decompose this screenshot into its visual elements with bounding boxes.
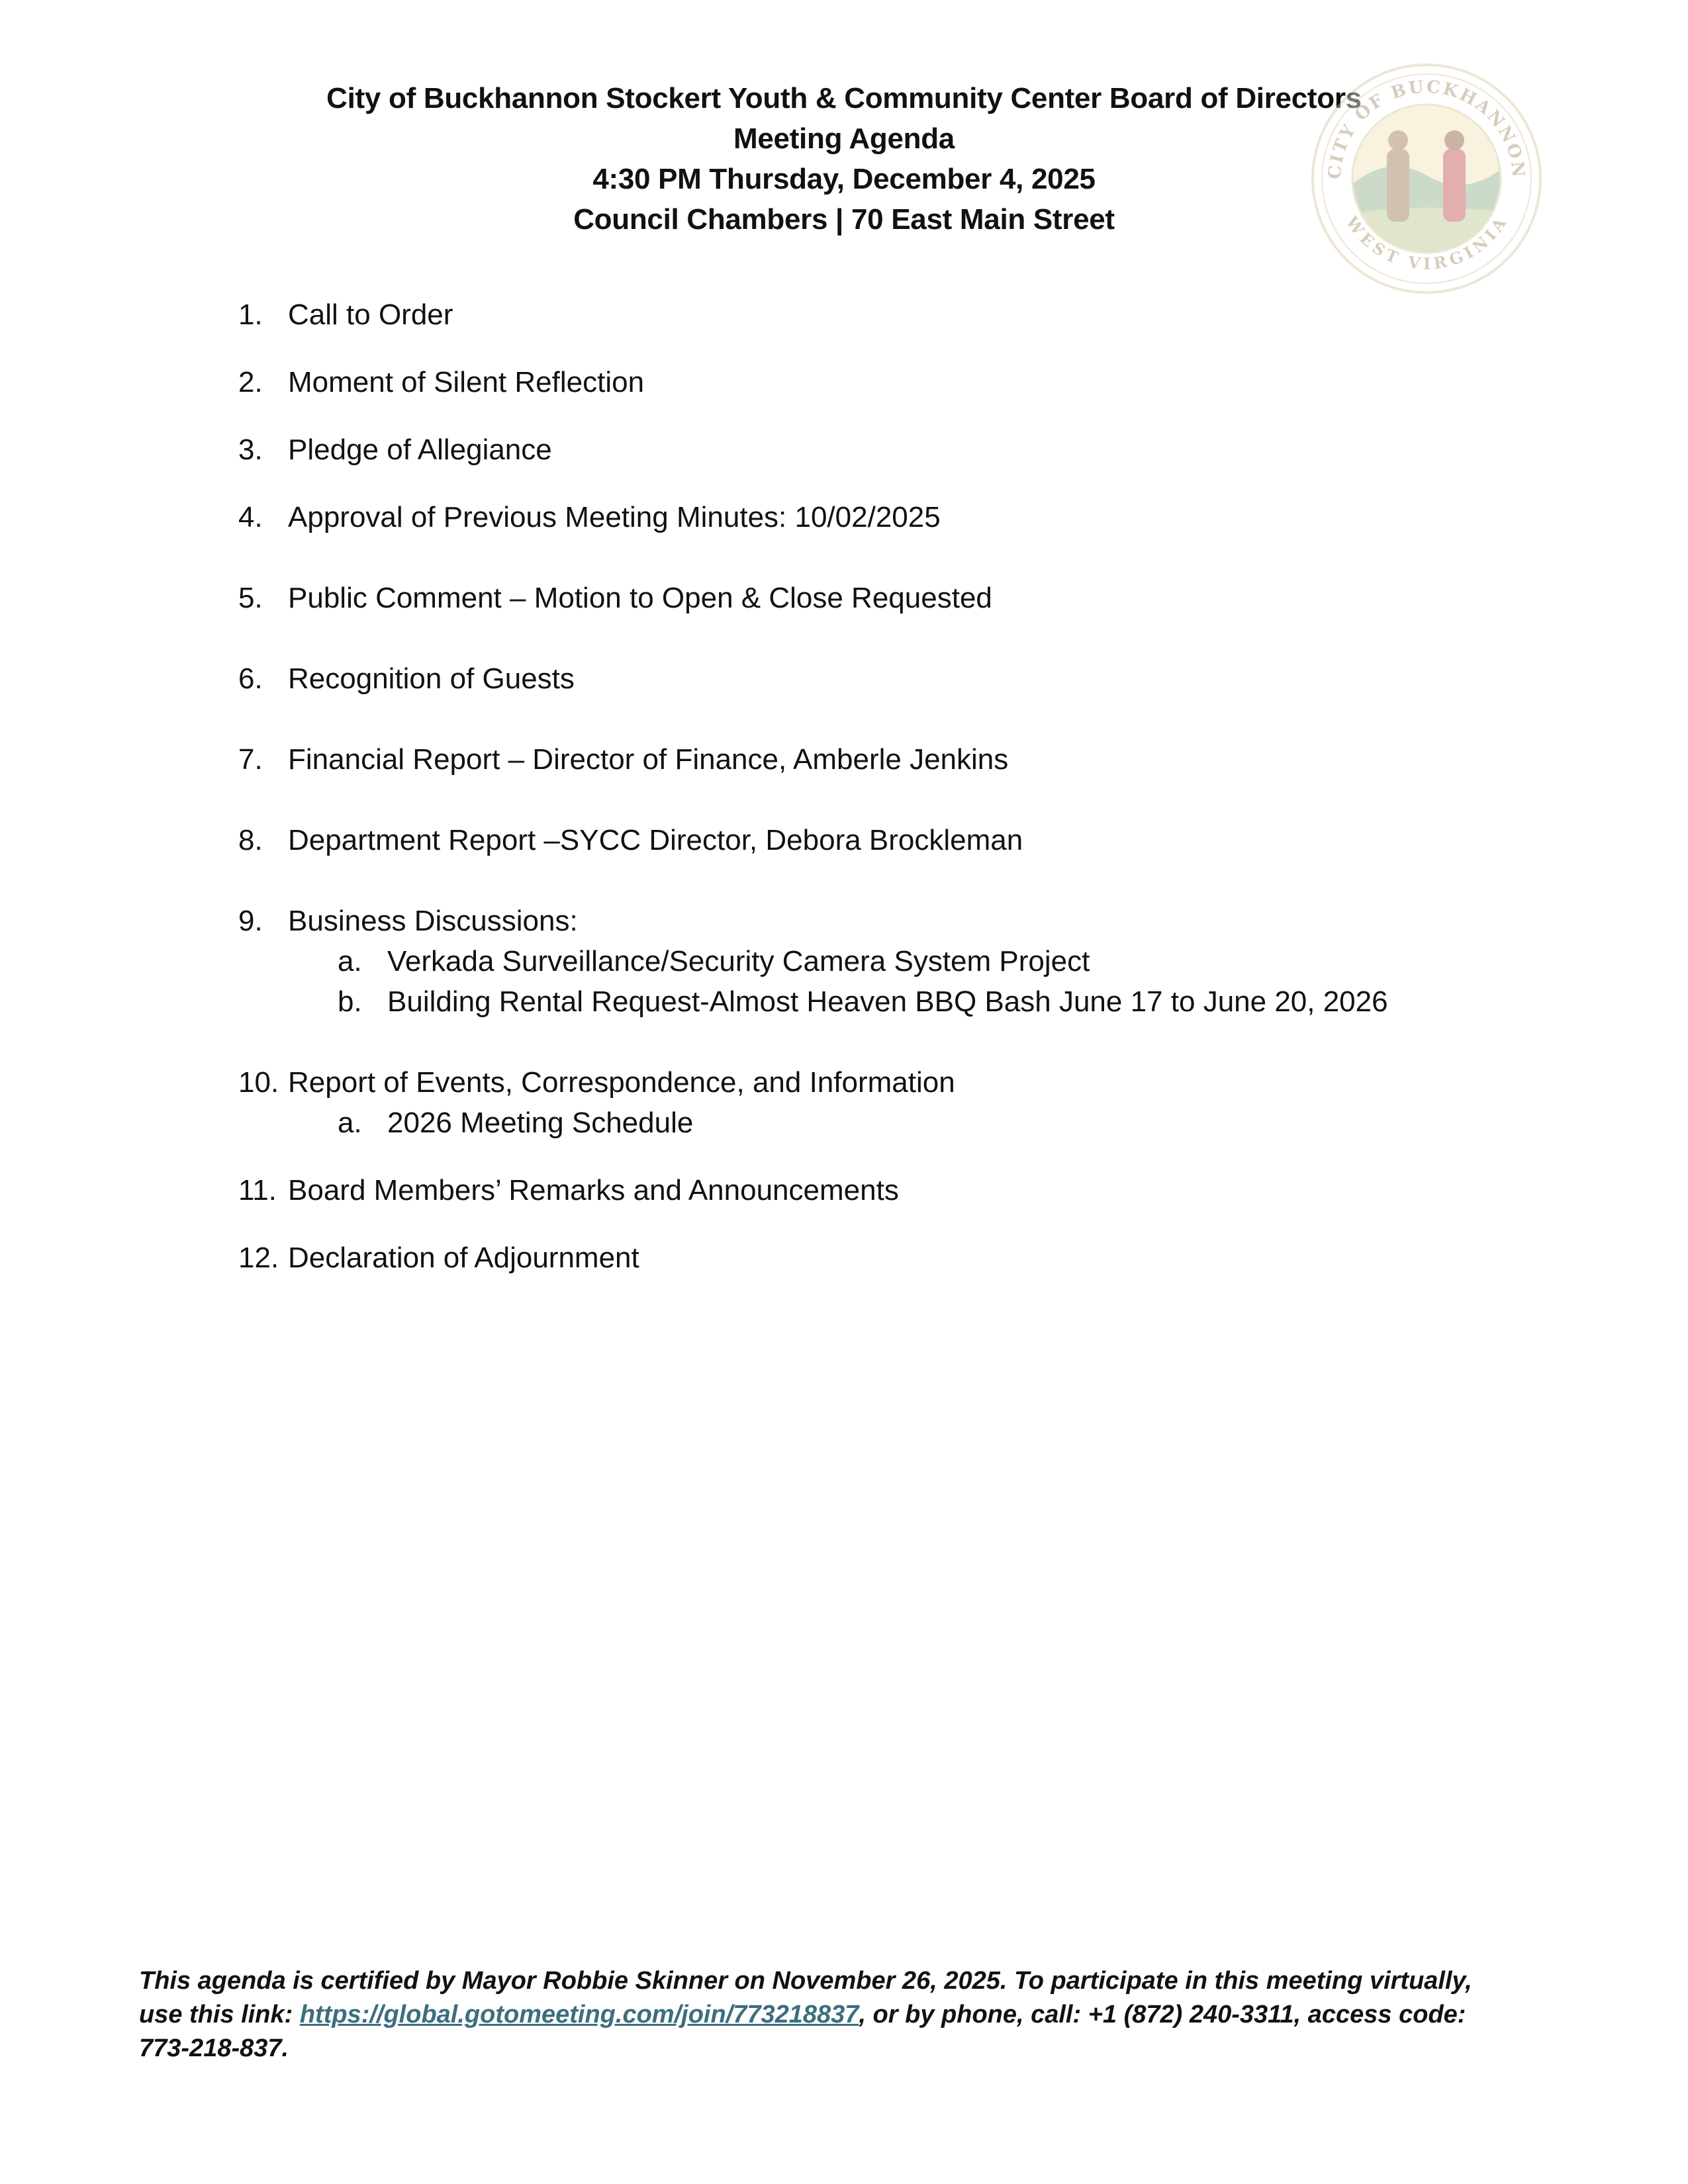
agenda-item-text: Call to Order [288, 298, 453, 331]
agenda-item-number: 9. [238, 905, 263, 937]
agenda-item [238, 295, 453, 335]
agenda-item [238, 1238, 639, 1278]
agenda-item-text: Pledge of Allegiance [288, 433, 552, 466]
header-location: Council Chambers | 70 East Main Street [573, 203, 1115, 236]
agenda-item-text: Public Comment – Motion to Open & Close Requested [288, 582, 992, 614]
agenda-item-number: 6. [238, 662, 263, 695]
header-datetime: 4:30 PM Thursday, December 4, 2025 [592, 163, 1096, 195]
agenda-item-text: Business Discussions: [288, 905, 578, 937]
agenda-subitem-text: Verkada Surveillance/Security Camera System Project [387, 945, 1090, 978]
meeting-join-link[interactable]: https://global.gotomeeting.com/join/773218837 [299, 2001, 859, 2028]
agenda-subitem [338, 941, 1090, 981]
agenda-header [218, 78, 1470, 240]
agenda-subitem-text: 2026 Meeting Schedule [387, 1107, 694, 1139]
agenda-item-number: 5. [238, 582, 263, 614]
agenda-item [238, 739, 1008, 780]
footer-phone-info: , or by phone, call: +1 (872) 240-3311, access code: [859, 2001, 1466, 2028]
agenda-item-text: Report of Events, Correspondence, and Information [288, 1066, 955, 1099]
footer-link-prefix: use this link: [139, 2001, 300, 2028]
agenda-item [238, 362, 644, 402]
agenda-item-text: Moment of Silent Reflection [288, 366, 645, 398]
footer-access-code: 773-218-837. [139, 2034, 289, 2062]
agenda-item-number: 11. [238, 1174, 277, 1206]
agenda-item-text: Board Members’ Remarks and Announcements [288, 1174, 899, 1206]
agenda-item [238, 430, 552, 470]
agenda-item [238, 1062, 955, 1103]
agenda-item-text: Recognition of Guests [288, 662, 575, 695]
seal-figure-right [1443, 149, 1466, 222]
seal-top-text: CITY OF BUCKHANNON [1325, 77, 1528, 180]
header-organization: City of Buckhannon Stockert Youth & Community Center Board of Directors [326, 82, 1362, 114]
agenda-item [238, 659, 575, 699]
agenda-item [238, 901, 578, 941]
agenda-item-number: 12. [238, 1242, 279, 1274]
seal-bottom-text: WEST VIRGINIA [1342, 212, 1511, 273]
agenda-item-number: 7. [238, 743, 263, 776]
footer-line-1: This agenda is certified by Mayor Robbie Skinner on November 26, 2025. To participate in this meeting virtually, [139, 1967, 1472, 1995]
agenda-item-number: 3. [238, 433, 263, 466]
agenda-item-text: Department Report –SYCC Director, Debora Brockleman [288, 824, 1023, 856]
agenda-item-number: 10. [238, 1066, 279, 1099]
header-title: Meeting Agenda [733, 122, 955, 155]
agenda-subitem [338, 1103, 693, 1143]
agenda-item-text: Financial Report – Director of Finance, Amberle Jenkins [288, 743, 1009, 776]
agenda-item-number: 1. [238, 298, 263, 331]
agenda-item-text: Approval of Previous Meeting Minutes: 10/02/2025 [288, 501, 941, 533]
certification-footer [139, 1964, 1556, 2066]
agenda-subitem-letter: a. [338, 945, 362, 978]
agenda-item-number: 8. [238, 824, 263, 856]
agenda-subitem [338, 981, 1388, 1022]
agenda-item [238, 578, 992, 618]
agenda-item [238, 820, 1023, 860]
agenda-item [238, 1170, 899, 1210]
agenda-subitem-text: Building Rental Request-Almost Heaven BBQ Bash June 17 to June 20, 2026 [387, 985, 1388, 1018]
agenda-item-text: Declaration of Adjournment [288, 1242, 639, 1274]
agenda-item-number: 4. [238, 501, 263, 533]
city-seal-logo [1307, 60, 1546, 298]
agenda-subitem-letter: b. [338, 985, 362, 1018]
footer-line-2 [139, 1998, 1556, 2032]
agenda-item-number: 2. [238, 366, 263, 398]
agenda-subitem-letter: a. [338, 1107, 362, 1139]
seal-figure-left [1387, 149, 1409, 222]
agenda-item [238, 497, 941, 537]
